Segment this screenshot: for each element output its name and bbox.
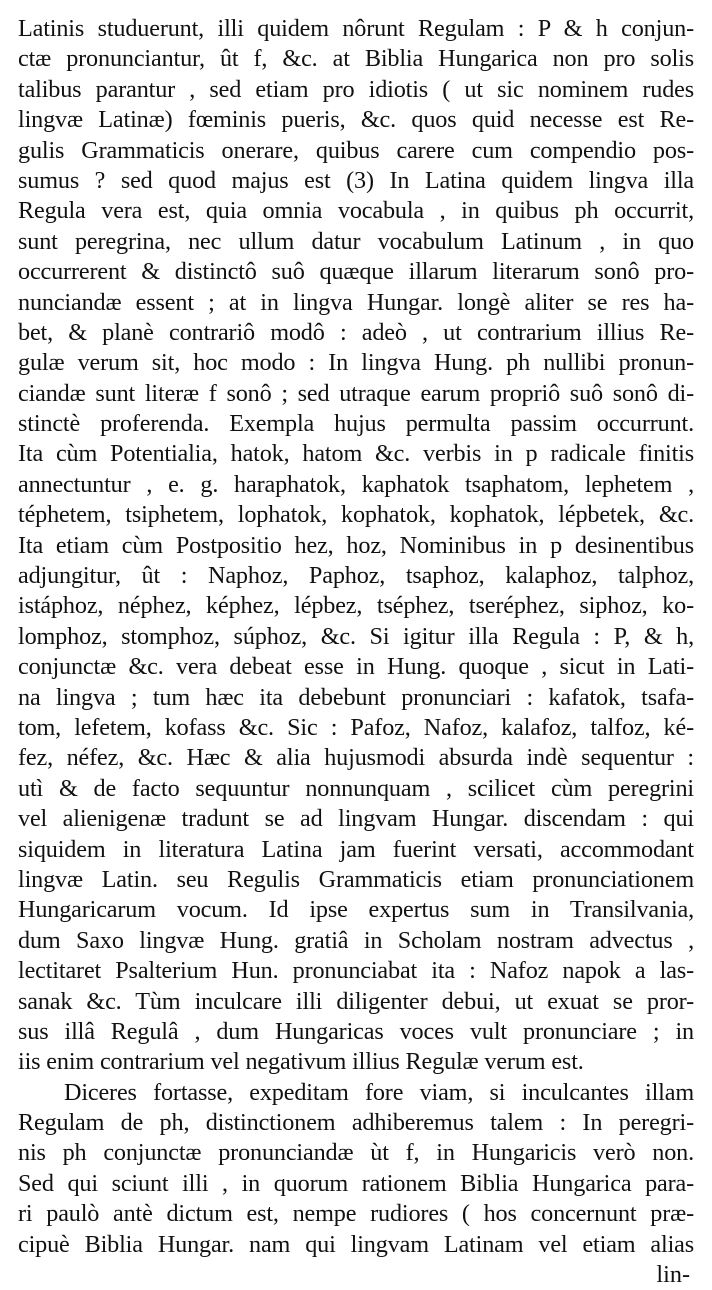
text-line: Ita cùm Potentialia, hatok, hatom &c. verbis in p radicale finitis xyxy=(18,440,694,468)
text-line: adjungitur, ût : Naphoz, Paphoz, tsaphoz, kalaphoz, talphoz, xyxy=(18,562,694,590)
text-line: occurrerent & distinctô suô quæque illarum literarum sonô pro- xyxy=(18,258,694,286)
text-line: Hungaricarum vocum. Id ipse expertus sum in Transilvania, xyxy=(18,896,694,924)
text-line: Ita etiam cùm Postpositio hez, hoz, Nominibus in p desinentibus xyxy=(18,531,694,559)
text-line: dum Saxo lingvæ Hung. gratiâ in Scholam nostram advectus , xyxy=(18,926,694,954)
text-line: lectitaret Psalterium Hun. pronunciabat ita : Nafoz napok a las- xyxy=(18,957,694,985)
text-line: sanak &c. Tùm inculcare illi diligenter debui, ut exuat se pror- xyxy=(18,987,694,1015)
text-line: utì & de facto sequuntur nonnunquam , scilicet cùm peregrini xyxy=(18,774,694,802)
catchword: lin- xyxy=(656,1261,690,1289)
text-line: sus illâ Regulâ , dum Hungaricas voces vult pronunciare ; in xyxy=(18,1017,694,1045)
text-line: siquidem in literatura Latina jam fuerint versati, accommodant xyxy=(18,835,694,863)
text-line: nunciandæ essent ; at in lingva Hungar. longè aliter se res ha- xyxy=(18,288,694,316)
paragraph-start-line: Diceres fortasse, expeditam fore viam, si inculcantes illam xyxy=(64,1078,694,1106)
text-line: na lingva ; tum hæc ita debebunt pronunciari : kafatok, tsafa- xyxy=(18,683,694,711)
text-line: nis ph conjunctæ pronunciandæ ùt f, in Hungaricis verò non. xyxy=(18,1139,694,1167)
text-line: lingvæ Latin. seu Regulis Grammaticis etiam pronunciationem xyxy=(18,865,694,893)
text-line: Regula vera est, quia omnia vocabula , in quibus ph occurrit, xyxy=(18,197,694,225)
text-line: istáphoz, néphez, képhez, lépbez, tséphez, tseréphez, siphoz, ko- xyxy=(18,592,694,620)
text-line: gulis Grammaticis onerare, quibus carere cum compendio pos- xyxy=(18,136,694,164)
text-line: bet, & planè contrariô modô : adeò , ut contrarium illius Re- xyxy=(18,318,694,346)
text-line: stinctè proferenda. Exempla hujus permulta passim occurrunt. xyxy=(18,410,694,438)
text-line: ciandæ sunt literæ f sonô ; sed utraque earum propriô suô sonô di- xyxy=(18,379,694,407)
text-line: Regulam de ph, distinctionem adhiberemus talem : In peregri- xyxy=(18,1109,694,1137)
text-line: sunt peregrina, nec ullum datur vocabulum Latinum , in quo xyxy=(18,227,694,255)
text-line: lingvæ Latinæ) fœminis pueris, &c. quos quid necesse est Re- xyxy=(18,106,694,134)
text-line: iis enim contrarium vel negativum illius Regulæ verum est. xyxy=(18,1048,584,1076)
text-line: ctæ pronunciantur, ût f, &c. at Biblia Hungarica non pro solis xyxy=(18,45,694,73)
text-line: talibus parantur , sed etiam pro idiotis ( ut sic nominem rudes xyxy=(18,75,694,103)
text-line: Sed qui sciunt illi , in quorum rationem Biblia Hungarica para- xyxy=(18,1169,694,1197)
text-line: sumus ? sed quod majus est (3) In Latina quidem lingva illa xyxy=(18,166,694,194)
text-line: Latinis studuerunt, illi quidem nôrunt Regulam : P & h conjun- xyxy=(18,15,694,42)
text-line: fez, néfez, &c. Hæc & alia hujusmodi absurda indè sequentur : xyxy=(18,744,694,772)
text-line: téphetem, tsiphetem, lophatok, kophatok, kophatok, lépbetek, &c. xyxy=(18,501,694,529)
text-line: vel alienigenæ tradunt se ad lingvam Hungar. discendam : qui xyxy=(18,805,694,833)
text-line: ri paulò antè dictum est, nempe rudiores ( hos concernunt præ- xyxy=(18,1200,694,1228)
text-line: conjunctæ &c. vera debeat esse in Hung. quoque , sicut in Lati- xyxy=(18,653,694,681)
text-line: lomphoz, stomphoz, súphoz, &c. Si igitur illa Regula : P, & h, xyxy=(18,622,694,650)
text-line: annectuntur , e. g. haraphatok, kaphatok tsaphatom, lephetem , xyxy=(18,470,694,498)
text-line: gulæ verum sit, hoc modo : In lingva Hung. ph nullibi pronun- xyxy=(18,349,694,377)
text-line: tom, lefetem, kofass &c. Sic : Pafoz, Nafoz, kalafoz, talfoz, ké- xyxy=(18,713,694,741)
body-text xyxy=(18,14,694,1260)
text-line: cipuè Biblia Hungar. nam qui lingvam Latinam vel etiam alias xyxy=(18,1230,694,1258)
